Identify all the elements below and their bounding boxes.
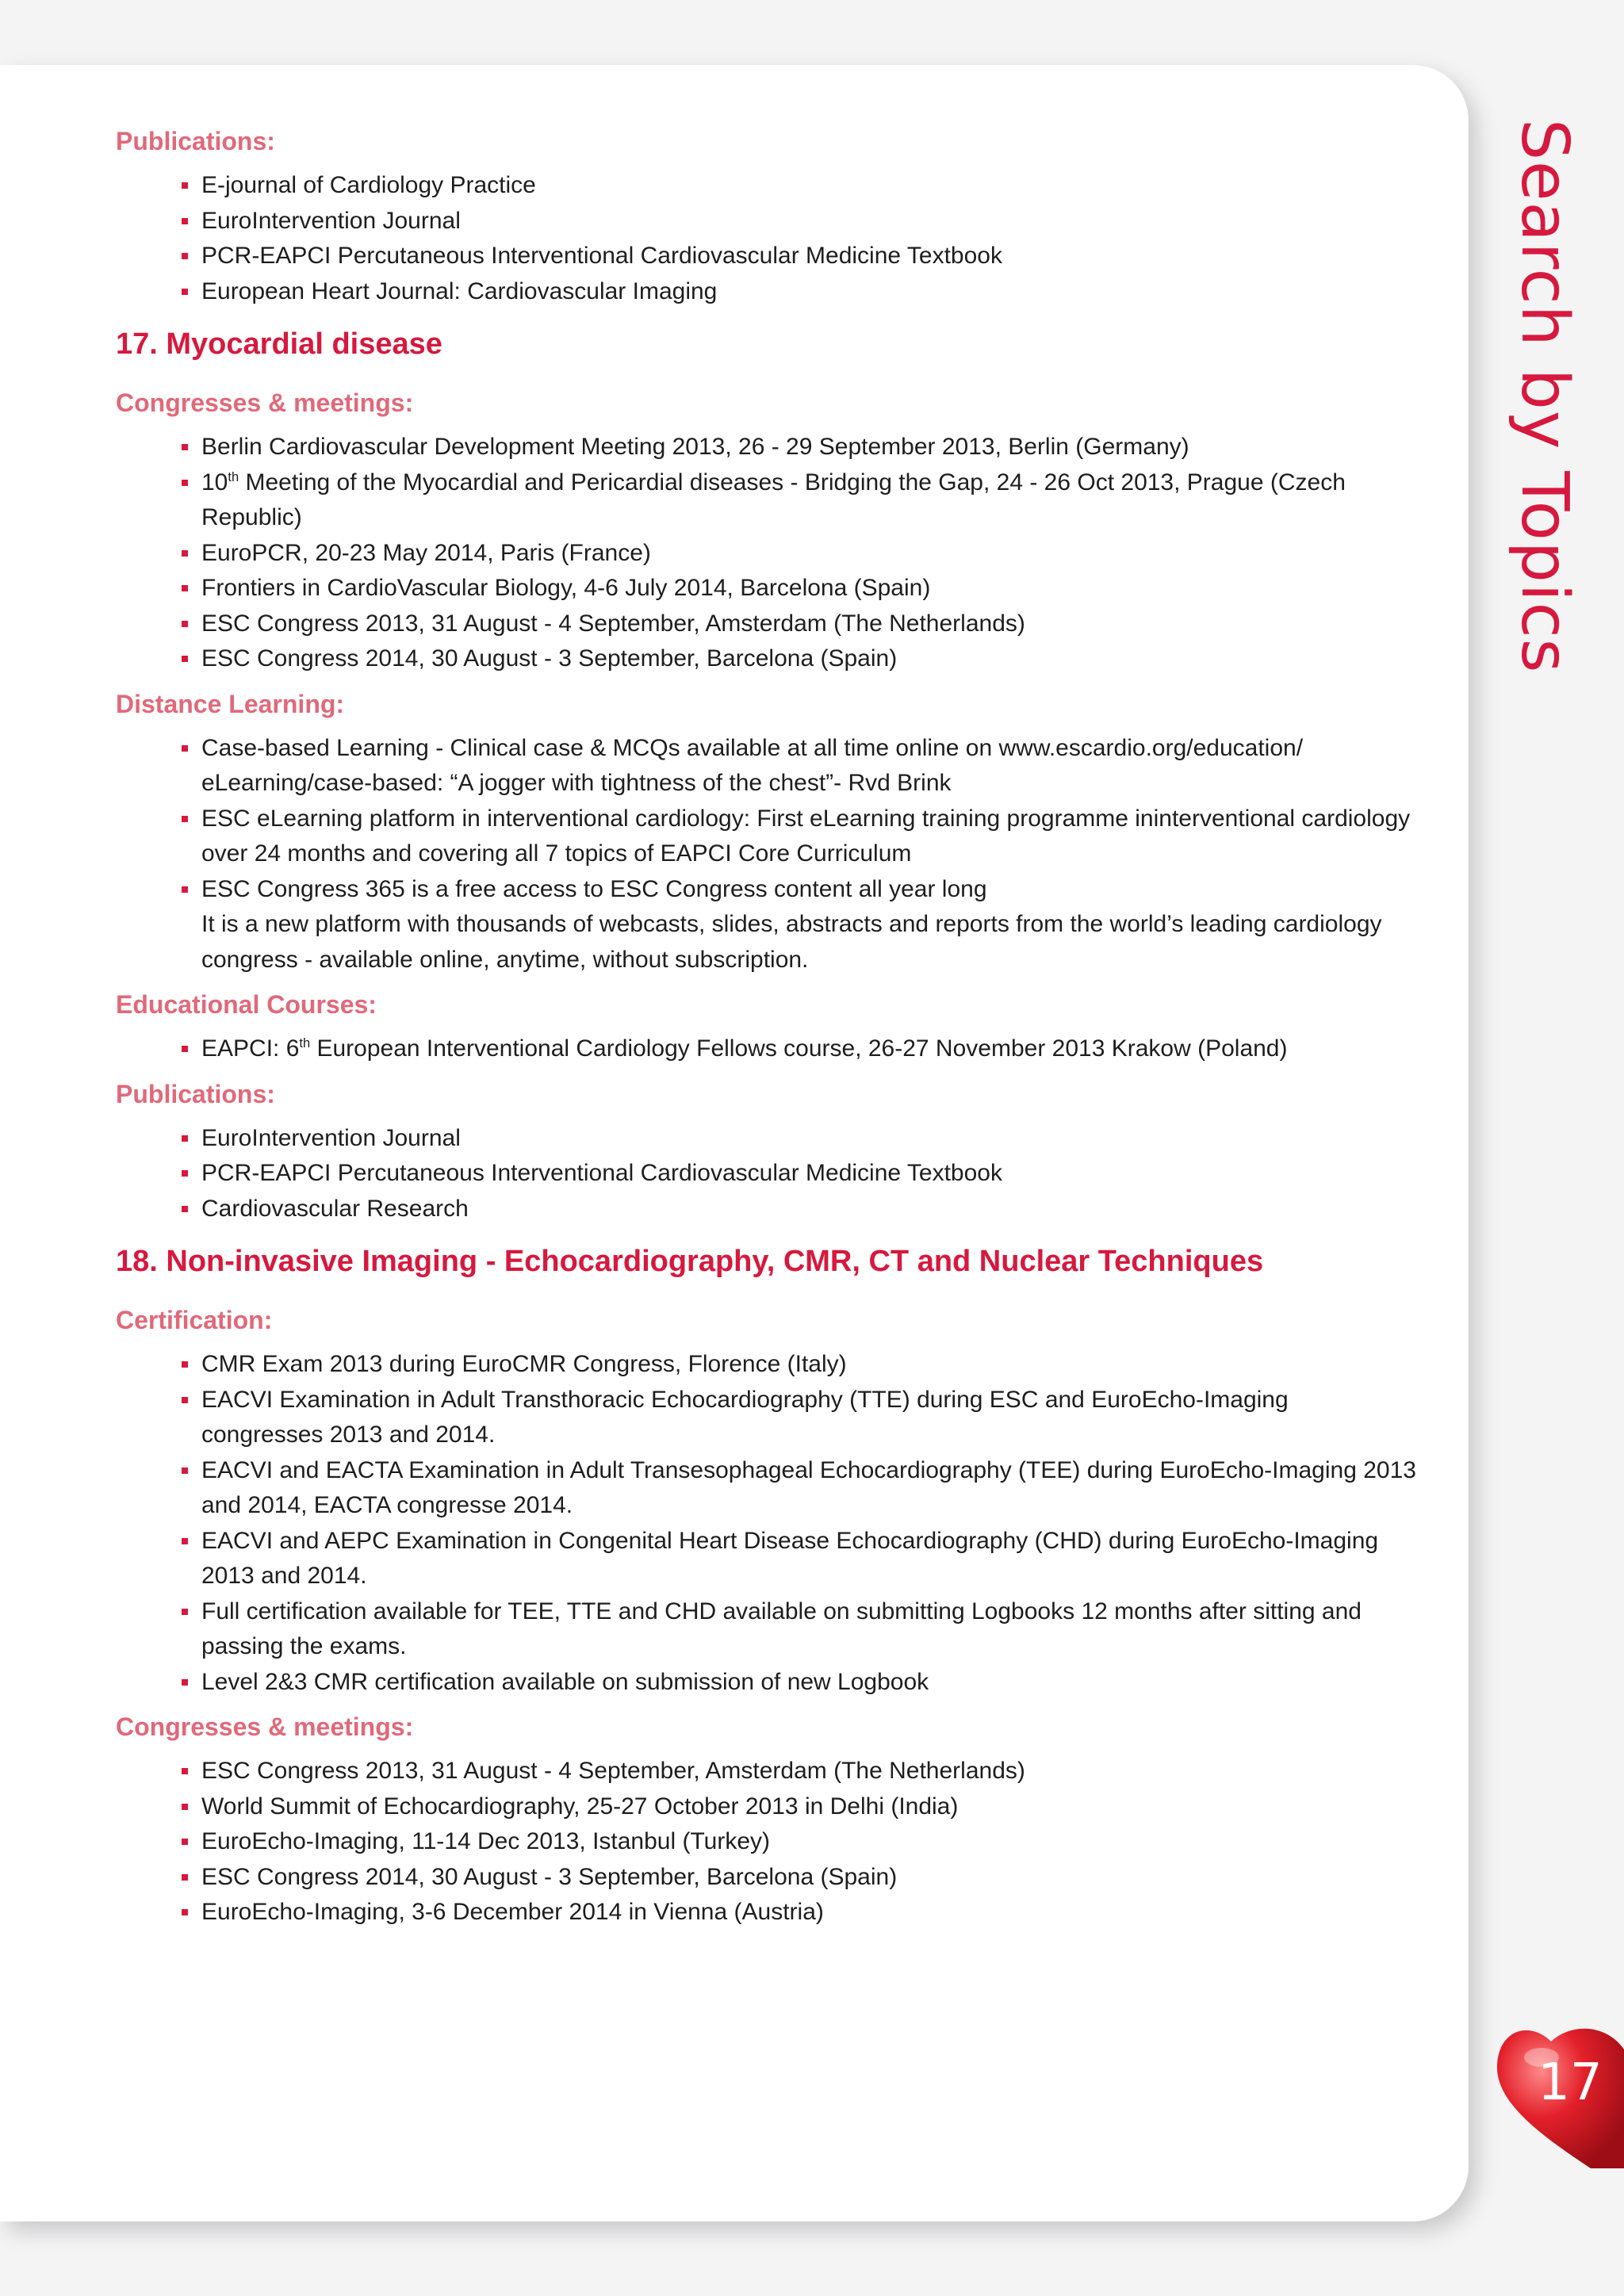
list-item: 10th Meeting of the Myocardial and Pericardial diseases - Bridging the Gap, 24 - 26 Oct 2013, Prague (Czech Republic) — [116, 465, 1416, 536]
list-item: EuroEcho-Imaging, 11-14 Dec 2013, Istanbul (Turkey) — [116, 1824, 1416, 1860]
subsection-heading: Publications: — [116, 127, 275, 155]
section-title: 17. Myocardial disease — [116, 327, 442, 361]
list-item: PCR-EAPCI Percutaneous Interventional Cardiovascular Medicine Textbook — [116, 239, 1416, 274]
list-item: Cardiovascular Research — [116, 1192, 1416, 1227]
list-item: Case-based Learning - Clinical case & MCQs available at all time online on www.escardio.org/education/ eLearning/case-based: “A jogger with tightness of the chest”- Rvd Brink — [116, 731, 1416, 802]
list-item: EACVI Examination in Adult Transthoracic Echocardiography (TTE) during ESC and EuroEcho-Imaging congresses 2013 and 2014. — [116, 1383, 1416, 1453]
bullet-list — [116, 430, 1416, 677]
list-item: EuroEcho-Imaging, 3-6 December 2014 in Vienna (Austria) — [116, 1895, 1416, 1931]
list-item: Full certification available for TEE, TTE and CHD available on submitting Logbooks 12 months after sitting and passing the exams. — [116, 1594, 1416, 1665]
list-item: E-journal of Cardiology Practice — [116, 168, 1416, 204]
bullet-list — [116, 1754, 1416, 1931]
document-body — [116, 124, 1416, 1940]
subsection-heading: Congresses & meetings: — [116, 388, 414, 417]
list-item: EuroIntervention Journal — [116, 204, 1416, 239]
page-number: 17 — [1538, 2053, 1603, 2112]
bullet-list — [116, 1031, 1416, 1067]
list-item: World Summit of Echocardiography, 25-27 October 2013 in Delhi (India) — [116, 1789, 1416, 1825]
subsection-heading: Publications: — [116, 1079, 275, 1108]
list-item: CMR Exam 2013 during EuroCMR Congress, Florence (Italy) — [116, 1347, 1416, 1383]
list-item: ESC Congress 2013, 31 August - 4 September, Amsterdam (The Netherlands) — [116, 1754, 1416, 1789]
bullet-list — [116, 1347, 1416, 1700]
list-item: EACVI and EACTA Examination in Adult Transesophageal Echocardiography (TEE) during EuroEcho-Imaging 2013 and 2014, EACTA congresse 2014. — [116, 1453, 1416, 1524]
subsection-heading: Distance Learning: — [116, 689, 345, 718]
subsection-heading: Certification: — [116, 1306, 273, 1334]
list-item: ESC Congress 2014, 30 August - 3 September, Barcelona (Spain) — [116, 641, 1416, 677]
list-item: ESC Congress 365 is a free access to ESC Congress content all year long It is a new platform with thousands of webcasts, slides, abstracts and reports from the world’s leading cardiology congress - available online, anytime, without subscription. — [116, 872, 1416, 978]
list-item: Frontiers in CardioVascular Biology, 4-6 July 2014, Barcelona (Spain) — [116, 571, 1416, 607]
list-item: European Heart Journal: Cardiovascular Imaging — [116, 274, 1416, 310]
list-item: EACVI and AEPC Examination in Congenital Heart Disease Echocardiography (CHD) during EuroEcho-Imaging 2013 and 2014. — [116, 1524, 1416, 1594]
side-title: Search by Topics — [1507, 119, 1582, 674]
bullet-list — [116, 731, 1416, 978]
bullet-list — [116, 1121, 1416, 1227]
bullet-list — [116, 168, 1416, 309]
list-item: EuroPCR, 20-23 May 2014, Paris (France) — [116, 536, 1416, 572]
list-item: ESC Congress 2013, 31 August - 4 September, Amsterdam (The Netherlands) — [116, 607, 1416, 642]
list-item: Berlin Cardiovascular Development Meeting 2013, 26 - 29 September 2013, Berlin (Germany) — [116, 430, 1416, 465]
list-item: Level 2&3 CMR certification available on submission of new Logbook — [116, 1665, 1416, 1701]
section-title: 18. Non-invasive Imaging - Echocardiography, CMR, CT and Nuclear Techniques — [116, 1245, 1264, 1278]
list-item: PCR-EAPCI Percutaneous Interventional Cardiovascular Medicine Textbook — [116, 1156, 1416, 1192]
subsection-heading: Educational Courses: — [116, 990, 377, 1019]
list-item: ESC Congress 2014, 30 August - 3 September, Barcelona (Spain) — [116, 1860, 1416, 1896]
list-item: EuroIntervention Journal — [116, 1121, 1416, 1157]
list-item: EAPCI: 6th European Interventional Cardiology Fellows course, 26-27 November 2013 Krakow (Poland) — [116, 1031, 1416, 1067]
subsection-heading: Congresses & meetings: — [116, 1712, 414, 1741]
list-item: ESC eLearning platform in interventional cardiology: First eLearning training programme ininterventional cardiology over 24 months and covering all 7 topics of EAPCI Core Curriculum — [116, 802, 1416, 872]
